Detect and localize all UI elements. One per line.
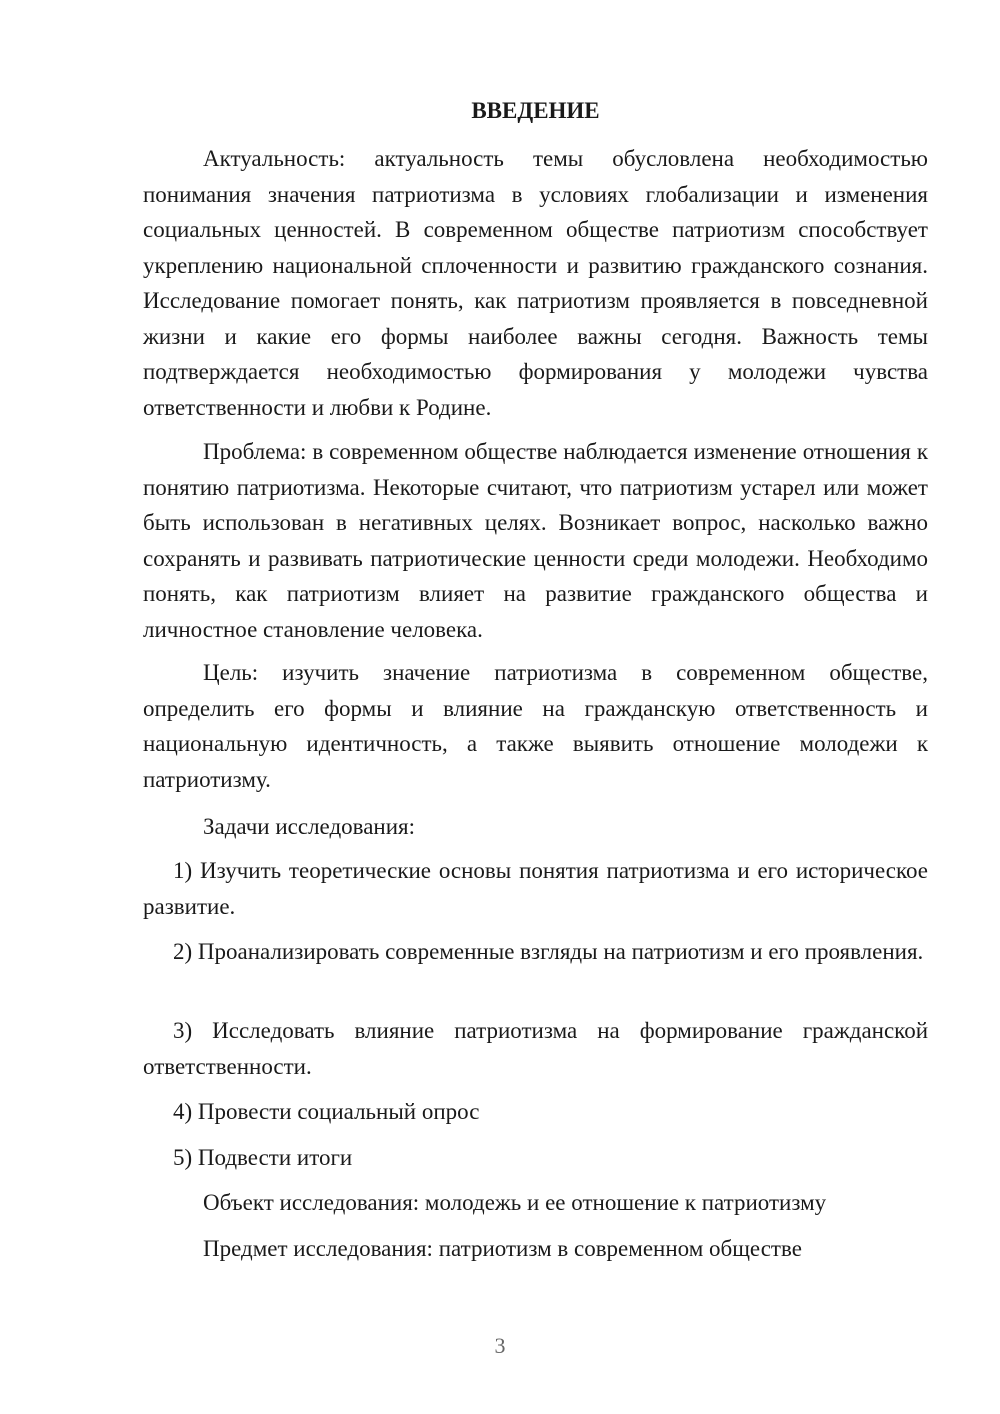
tasks-heading: Задачи исследования:	[203, 814, 416, 839]
page-title: ВВЕДЕНИЕ	[471, 98, 600, 123]
research-object: Объект исследования: молодежь и ее отношение к патриотизму	[203, 1190, 827, 1215]
task-item-5: 5) Подвести итоги	[173, 1145, 353, 1170]
task-item-4: 4) Провести социальный опрос	[173, 1099, 480, 1124]
task-item-1: 1) Изучить теоретические основы понятия патриотизма и его историческое развитие.	[143, 858, 928, 919]
task-item-2: 2) Проанализировать современные взгляды на патриотизм и его проявления.	[173, 939, 924, 964]
goal-paragraph: Цель: изучить значение патриотизма в современном обществе, определить его формы и влияние на гражданскую ответственность и национальную идентичность, а также выявить отношение молодежи к патриотизму.	[143, 660, 928, 792]
research-subject: Предмет исследования: патриотизм в современном обществе	[203, 1236, 802, 1261]
relevance-paragraph: Актуальность: актуальность темы обусловлена необходимостью понимания значения патриотизма в условиях глобализации и изменения социальных ценностей. В современном обществе патриотизм способствует укреплению национальной сплоченности и развитию гражданского сознания. Исследование помогает понять, как патриотизм проявляется в повседневной жизни и какие его формы наиболее важны сегодня. Важность темы подтверждается необходимостью формирования у молодежи чувства ответственности и любви к Родине.	[143, 146, 928, 420]
task-item-3: 3) Исследовать влияние патриотизма на формирование гражданской ответственности.	[143, 1018, 928, 1079]
problem-paragraph: Проблема: в современном обществе наблюдается изменение отношения к понятию патриотизма. Некоторые считают, что патриотизм устарел или может быть использован в негативных целях. Возникает вопрос, насколько важно сохранять и развивать патриотические ценности среди молодежи. Необходимо понять, как патриотизм влияет на развитие гражданского общества и личностное становление человека.	[143, 439, 928, 642]
page-number: 3	[494, 1333, 506, 1358]
